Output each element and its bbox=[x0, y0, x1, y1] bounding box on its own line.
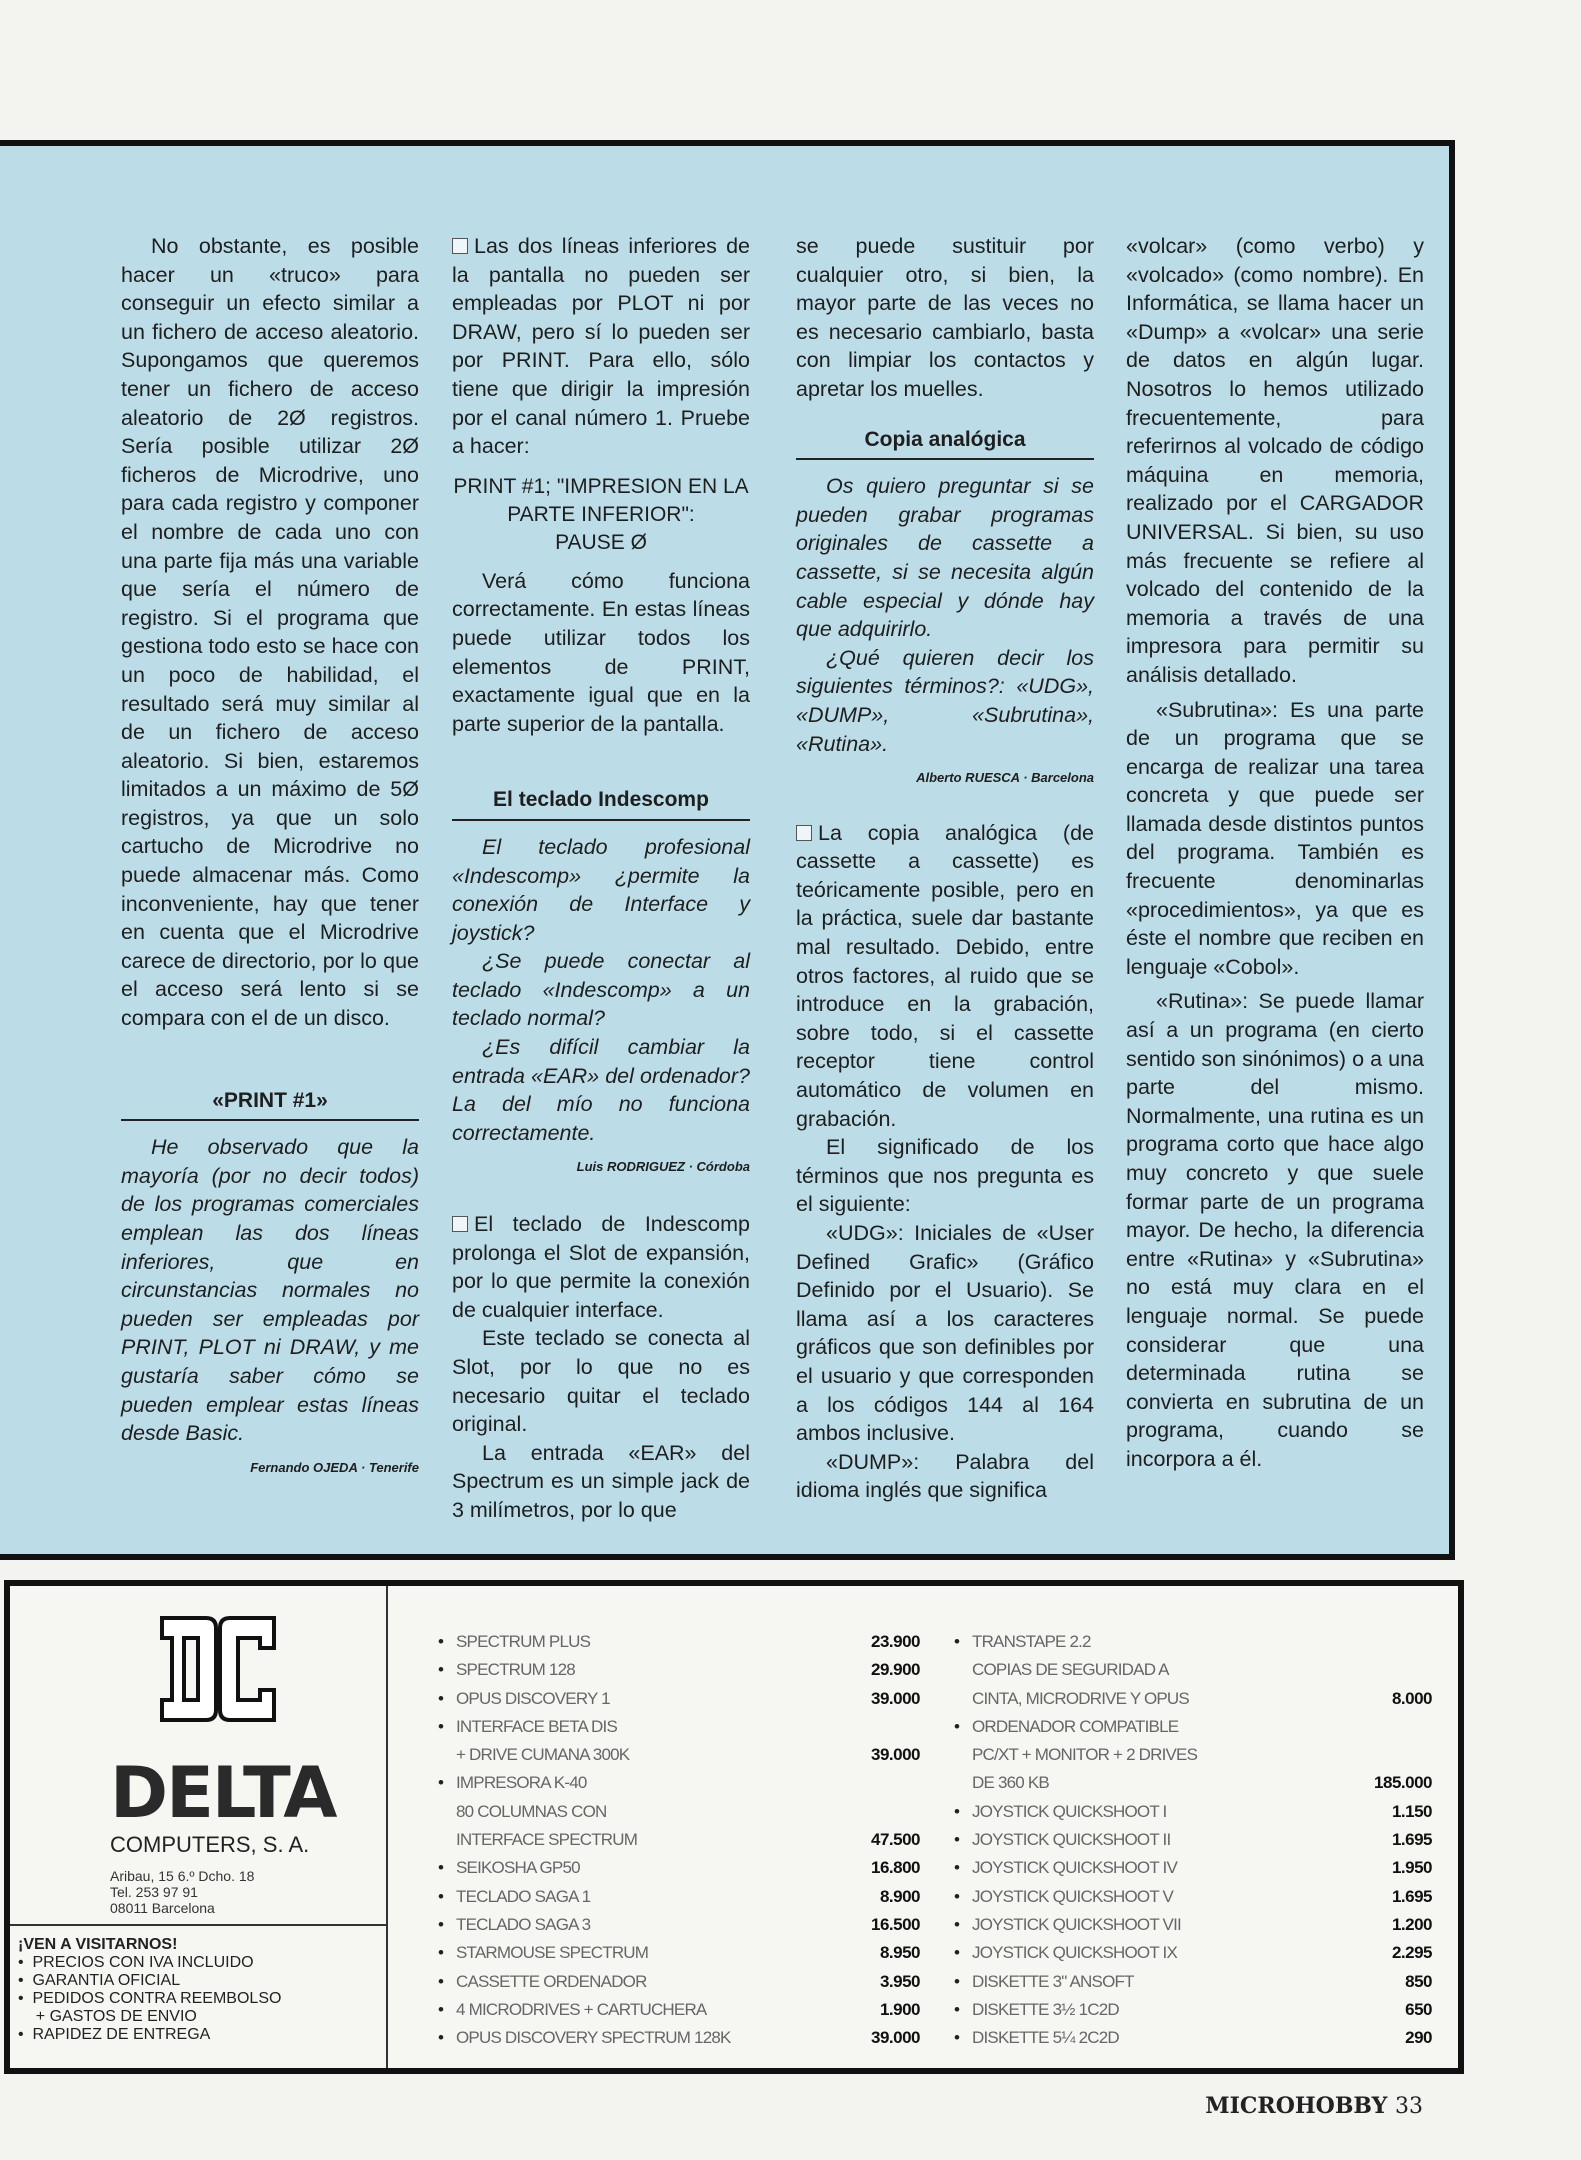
item-label: IMPRESORA K-40 bbox=[456, 1773, 587, 1793]
benefit-item: • GARANTIA OFICIAL bbox=[18, 1972, 181, 1989]
company-address bbox=[110, 1868, 254, 1916]
bullet-icon: • bbox=[438, 2028, 444, 2048]
benefit-item: • RAPIDEZ DE ENTREGA bbox=[18, 2026, 211, 2043]
answer-text: Las dos líneas inferiores de la pantalla no pueden ser empleadas por PLOT ni por DRAW, pero sí lo pueden ser por PRINT. Para ello, sólo tiene que dirigir la impresión por el canal número 1. Pruebe a hacer: bbox=[452, 234, 750, 459]
ad-company-block bbox=[10, 1586, 386, 1926]
reader-question: ¿Es difícil cambiar la entrada «EAR» del ordenador? La del mío no funciona correctamente. bbox=[452, 1035, 750, 1145]
benefit-item: • PRECIOS CON IVA INCLUIDO bbox=[18, 1954, 254, 1971]
item-label: OPUS DISCOVERY 1 bbox=[456, 1688, 610, 1708]
price-item bbox=[954, 2024, 1432, 2052]
item-name bbox=[954, 1769, 1049, 1797]
bullet-icon: • bbox=[954, 1632, 960, 1651]
item-name bbox=[954, 1685, 1189, 1713]
price-item bbox=[438, 1628, 920, 1656]
reader-credit: Fernando OJEDA · Tenerife bbox=[250, 1459, 419, 1475]
item-price: 185.000 bbox=[1374, 1773, 1432, 1793]
item-label: SPECTRUM 128 bbox=[456, 1660, 575, 1680]
price-item bbox=[438, 1968, 920, 1996]
paragraph: La entrada «EAR» del Spectrum es un simple jack de 3 milímetros, por lo que bbox=[452, 1440, 750, 1522]
item-label: PC/XT + MONITOR + 2 DRIVES bbox=[972, 1745, 1198, 1765]
item-price: 47.500 bbox=[871, 1830, 920, 1850]
item-name bbox=[438, 1883, 590, 1911]
answer-paragraph bbox=[452, 1210, 750, 1324]
item-name bbox=[954, 1996, 1119, 2024]
reader-credit: Alberto RUESCA · Barcelona bbox=[916, 770, 1094, 786]
price-list-left bbox=[438, 1628, 920, 2052]
item-label: SPECTRUM PLUS bbox=[456, 1632, 591, 1651]
item-label: JOYSTICK QUICKSHOOT IV bbox=[972, 1858, 1178, 1878]
item-price: 1.900 bbox=[879, 1999, 920, 2019]
city-line: 08011 Barcelona bbox=[110, 1900, 215, 1916]
item-price: 39.000 bbox=[871, 1688, 920, 1708]
reader-question: El teclado profesional «Indescomp» ¿permite la conexión de Interface y joystick? bbox=[452, 834, 750, 945]
item-price: 290 bbox=[1405, 2028, 1432, 2048]
code-sample bbox=[452, 473, 750, 557]
paragraph: se puede sustituir por cualquier otro, si bien, la mayor parte de las veces no es necesario cambiarlo, basta con limpiar los contactos y apretar los muelles. bbox=[796, 234, 1094, 401]
item-name bbox=[954, 1826, 1170, 1854]
column-1 bbox=[121, 232, 419, 1482]
ad-benefits bbox=[10, 1926, 386, 2044]
page-number: 33 bbox=[1395, 2094, 1423, 2119]
price-list-right bbox=[954, 1628, 1432, 2052]
item-name bbox=[438, 2024, 731, 2052]
price-item bbox=[954, 1854, 1432, 1882]
item-label: ORDENADOR COMPATIBLE bbox=[972, 1716, 1179, 1736]
item-name bbox=[954, 1883, 1173, 1911]
price-item bbox=[954, 1911, 1432, 1939]
item-name bbox=[954, 1741, 1197, 1769]
answer-paragraph bbox=[796, 819, 1094, 1134]
bullet-icon: • bbox=[438, 1858, 444, 1878]
item-price: 650 bbox=[1405, 1999, 1432, 2019]
item-name bbox=[438, 1939, 648, 1967]
item-name bbox=[438, 1798, 606, 1826]
section-heading-print1: «PRINT #1» bbox=[121, 1087, 419, 1122]
item-name bbox=[954, 2024, 1119, 2052]
company-name: COMPUTERS, S. A. bbox=[110, 1832, 310, 1857]
item-name bbox=[954, 1854, 1177, 1882]
price-item bbox=[438, 1741, 920, 1769]
section-heading-copia: Copia analógica bbox=[796, 426, 1094, 461]
answer-text: El teclado de Indescomp prolonga el Slot de expansión, por lo que permite la conexión de cualquier interface. bbox=[452, 1212, 750, 1322]
price-item bbox=[438, 1854, 920, 1882]
item-price: 1.695 bbox=[1391, 1886, 1432, 1906]
item-price: 850 bbox=[1405, 1971, 1432, 1991]
paragraph: No obstante, es posible hacer un «truco» para conseguir un efecto similar a un fichero de acceso aleatorio. Supongamos que queremos tener un fichero de acceso aleatorio de 2Ø registros. Sería posible utilizar 2Ø ficheros de Microdrive, uno para cada registro y componer el nombre de cada uno con una parte fija más una variable que sería el número de registro. Si el programa que gestiona todo esto se hace con un poco de habilidad, el resultado será muy similar al de un fichero de acceso aleatorio. Si bien, estaremos limitados a un máximo de 5Ø registros, ya que un solo cartucho de Microdrive no puede almacenar más. Como inconveniente, hay que tener en cuenta que el Microdrive carece de directorio, por lo que el acceso será lento si se compara con el de un disco. bbox=[121, 234, 419, 1031]
item-label: JOYSTICK QUICKSHOOT IX bbox=[972, 1943, 1178, 1963]
item-name bbox=[954, 1798, 1166, 1826]
item-label: CINTA, MICRODRIVE Y OPUS bbox=[972, 1688, 1189, 1708]
item-label: STARMOUSE SPECTRUM bbox=[456, 1943, 649, 1963]
reader-question: Os quiero preguntar si se pueden grabar programas originales de cassette a cassette, si se necesita algún cable especial y dónde hay que adquirirlo. bbox=[796, 474, 1094, 642]
price-item bbox=[954, 1656, 1432, 1684]
magazine-name: MICROHOBBY bbox=[1205, 2093, 1388, 2119]
item-price: 1.950 bbox=[1391, 1858, 1432, 1878]
item-label: DISKETTE 5¼ 2C2D bbox=[972, 2028, 1119, 2048]
item-price: 8.000 bbox=[1391, 1688, 1432, 1708]
answer-box-icon bbox=[796, 825, 812, 841]
item-label: + DRIVE CUMANA 300K bbox=[456, 1745, 630, 1765]
item-label: INTERFACE SPECTRUM bbox=[456, 1830, 638, 1850]
visit-title: ¡VEN A VISITARNOS! bbox=[18, 1936, 178, 1953]
price-item bbox=[954, 1939, 1432, 1967]
item-price: 8.900 bbox=[879, 1886, 920, 1906]
benefit-item: • PEDIDOS CONTRA REEMBOLSO bbox=[18, 1990, 282, 2007]
paragraph: «DUMP»: Palabra del idioma inglés que significa bbox=[796, 1449, 1094, 1503]
answer-box-icon bbox=[452, 1216, 468, 1232]
item-label: INTERFACE BETA DIS bbox=[456, 1716, 617, 1736]
bullet-icon: • bbox=[954, 1999, 960, 2019]
item-label: OPUS DISCOVERY SPECTRUM 128K bbox=[456, 2028, 731, 2048]
delta-dc-logo-icon bbox=[158, 1614, 278, 1724]
price-item bbox=[438, 1798, 920, 1826]
bullet-icon: • bbox=[954, 1971, 960, 1991]
item-price: 39.000 bbox=[871, 2028, 920, 2048]
ad-logo-panel bbox=[10, 1586, 388, 2068]
item-name bbox=[954, 1911, 1181, 1939]
item-label: TRANSTAPE 2.2 bbox=[972, 1632, 1091, 1651]
item-label: DISKETTE 3½ 1C2D bbox=[972, 1999, 1119, 2019]
item-name bbox=[438, 1911, 590, 1939]
item-price: 3.950 bbox=[879, 1971, 920, 1991]
price-item bbox=[954, 1741, 1432, 1769]
bullet-icon: • bbox=[438, 1914, 444, 1934]
item-label: TECLADO SAGA 3 bbox=[456, 1914, 591, 1934]
bullet-icon: • bbox=[954, 1943, 960, 1963]
bullet-icon: • bbox=[954, 2028, 960, 2048]
item-label: JOYSTICK QUICKSHOOT V bbox=[972, 1886, 1174, 1906]
price-item bbox=[438, 1713, 920, 1741]
item-name bbox=[954, 1968, 1134, 1996]
page-footer bbox=[1205, 2093, 1423, 2119]
price-item bbox=[438, 1996, 920, 2024]
reader-question: ¿Qué quieren decir los siguientes términos?: «UDG», «DUMP», «Subrutina», «Rutina». bbox=[796, 645, 1094, 756]
bullet-icon: • bbox=[954, 1830, 960, 1850]
item-price: 8.950 bbox=[879, 1943, 920, 1963]
item-label: JOYSTICK QUICKSHOOT I bbox=[972, 1801, 1167, 1821]
price-item bbox=[438, 1939, 920, 1967]
price-item bbox=[954, 1685, 1432, 1713]
bullet-icon: • bbox=[438, 1971, 444, 1991]
price-item bbox=[954, 1798, 1432, 1826]
address-line: Aribau, 15 6.º Dcho. 18 bbox=[110, 1868, 255, 1884]
item-price: 1.695 bbox=[1391, 1830, 1432, 1850]
price-item bbox=[954, 1883, 1432, 1911]
item-label: 80 COLUMNAS CON bbox=[456, 1801, 607, 1821]
bullet-icon: • bbox=[438, 1660, 444, 1680]
price-item bbox=[954, 1826, 1432, 1854]
paragraph: «UDG»: Iniciales de «User Defined Grafic» (Gráfico Definido por el Usuario). Se llama así a los caracteres gráficos que son definibles por el usuario y que corresponden a los códigos 144 al 164 ambos inclusive. bbox=[796, 1221, 1094, 1446]
item-price: 39.000 bbox=[871, 1745, 920, 1765]
paragraph: Verá cómo funciona correctamente. En estas líneas puede utilizar todos los elementos de PRINT, exactamente igual que en la parte superior de la pantalla. bbox=[452, 568, 750, 736]
item-name bbox=[438, 1996, 706, 2024]
answer-text: La copia analógica (de cassette a cassette) es teóricamente posible, pero en la práctica, suele dar bastante mal resultado. Debido, entre otros factores, al ruido que se introduce en la grabación, sobre todo, si el cassette receptor tiene control automático de volumen en grabación. bbox=[796, 820, 1094, 1131]
bullet-icon: • bbox=[438, 1999, 444, 2019]
bullet-icon: • bbox=[438, 1773, 444, 1793]
paragraph: «Subrutina»: Es una parte de un programa que se encarga de realizar una tarea concreta y que puede ser llamada desde distintos puntos del programa. También es frecuente denominarlas «procedimientos», ya que es éste el nombre que reciben en lenguaje «Cobol». bbox=[1126, 697, 1424, 979]
item-name bbox=[438, 1685, 610, 1713]
column-3 bbox=[796, 232, 1094, 1505]
price-item bbox=[954, 1996, 1432, 2024]
item-price: 16.800 bbox=[871, 1858, 920, 1878]
price-item bbox=[438, 1911, 920, 1939]
item-name bbox=[954, 1939, 1177, 1967]
item-label: JOYSTICK QUICKSHOOT VII bbox=[972, 1914, 1181, 1934]
item-price: 29.900 bbox=[871, 1660, 920, 1680]
price-item bbox=[438, 2024, 920, 2052]
paragraph: El significado de los términos que nos pregunta es el siguiente: bbox=[796, 1135, 1094, 1217]
item-name bbox=[954, 1628, 1091, 1656]
item-label: TECLADO SAGA 1 bbox=[456, 1886, 591, 1906]
item-name bbox=[438, 1713, 617, 1741]
item-price: 2.295 bbox=[1391, 1943, 1432, 1963]
column-4 bbox=[1126, 232, 1424, 1474]
item-name bbox=[438, 1826, 637, 1854]
delta-brand-logo: DELTA bbox=[110, 1752, 336, 1834]
answer-paragraph bbox=[452, 232, 750, 461]
bullet-icon: • bbox=[954, 1886, 960, 1906]
price-item bbox=[954, 1769, 1432, 1797]
item-label: COPIAS DE SEGURIDAD A bbox=[972, 1660, 1169, 1680]
item-price: 1.200 bbox=[1391, 1914, 1432, 1934]
code-line: PRINT #1; "IMPRESION EN LA PARTE INFERIOR": bbox=[453, 474, 749, 526]
delta-computers-ad bbox=[4, 1580, 1464, 2074]
item-label: 4 MICRODRIVES + CARTUCHERA bbox=[456, 1999, 707, 2019]
bullet-icon: • bbox=[438, 1716, 444, 1736]
price-item bbox=[438, 1883, 920, 1911]
bullet-icon: • bbox=[438, 1886, 444, 1906]
phone-line: Tel. 253 97 91 bbox=[110, 1884, 198, 1900]
item-name bbox=[438, 1769, 587, 1797]
paragraph: «Rutina»: Se puede llamar así a un programa (en cierto sentido son sinónimos) o a una parte del mismo. Normalmente, una rutina es un programa corto que hace algo muy concreto y que suele formar parte de un programa mayor. De hecho, la diferencia entre «Rutina» y «Subrutina» no está muy clara en el lenguaje normal. Se puede considerar que una determinada rutina se convierta en subrutina de un programa, cuando se incorpora a él. bbox=[1126, 989, 1424, 1471]
item-name bbox=[438, 1854, 580, 1882]
item-label: CASSETTE ORDENADOR bbox=[456, 1971, 647, 1991]
benefit-item: + GASTOS DE ENVIO bbox=[35, 2008, 197, 2025]
item-name bbox=[438, 1628, 590, 1656]
reader-question: He observado que la mayoría (por no decir todos) de los programas comerciales emplean las dos líneas inferiores, que en circunstancias normales no pueden ser empleadas por PRINT, PLOT ni DRAW, y me gustaría saber cómo se pueden emplear estas líneas desde Basic. bbox=[121, 1135, 419, 1446]
item-label: DISKETTE 3" ANSOFT bbox=[972, 1971, 1134, 1991]
paragraph: Este teclado se conecta al Slot, por lo que no es necesario quitar el teclado original. bbox=[452, 1326, 750, 1437]
item-label: JOYSTICK QUICKSHOOT II bbox=[972, 1830, 1171, 1850]
paragraph: «volcar» (como verbo) y «volcado» (como nombre). En Informática, se llama hacer un «Dump» a «volcar» una serie de datos en algún lugar. Nosotros lo hemos utilizado frecuentemente, para referirnos al volcado de código máquina en memoria, realizado por el CARGADOR UNIVERSAL. Si bien, su uso más frecuente se refiere al volcado del contenido de la memoria a través de una impresora para permitir su análisis detallado. bbox=[1126, 234, 1424, 687]
section-heading-teclado: El teclado Indescomp bbox=[452, 786, 750, 821]
bullet-icon: • bbox=[438, 1632, 444, 1651]
price-item bbox=[954, 1713, 1432, 1741]
price-item bbox=[438, 1826, 920, 1854]
item-price: 23.900 bbox=[871, 1632, 920, 1651]
item-name bbox=[438, 1741, 629, 1769]
item-name bbox=[438, 1656, 575, 1684]
price-item bbox=[438, 1685, 920, 1713]
bullet-icon: • bbox=[954, 1914, 960, 1934]
item-price: 16.500 bbox=[871, 1914, 920, 1934]
price-item bbox=[954, 1628, 1432, 1656]
answer-box-icon bbox=[452, 238, 468, 254]
item-label: DE 360 KB bbox=[972, 1773, 1049, 1793]
bullet-icon: • bbox=[438, 1943, 444, 1963]
item-name bbox=[438, 1968, 647, 1996]
item-name bbox=[954, 1656, 1169, 1684]
item-label: SEIKOSHA GP50 bbox=[456, 1858, 580, 1878]
reader-credit: Luis RODRIGUEZ · Córdoba bbox=[576, 1159, 750, 1175]
bullet-icon: • bbox=[954, 1858, 960, 1878]
bullet-icon: • bbox=[954, 1801, 960, 1821]
price-item bbox=[438, 1769, 920, 1797]
item-price: 1.150 bbox=[1391, 1801, 1432, 1821]
item-name bbox=[954, 1713, 1178, 1741]
bullet-icon: • bbox=[954, 1716, 960, 1736]
price-item bbox=[954, 1968, 1432, 1996]
code-line: PAUSE Ø bbox=[555, 530, 647, 554]
column-2 bbox=[452, 232, 750, 1525]
bullet-icon: • bbox=[438, 1688, 444, 1708]
price-item bbox=[438, 1656, 920, 1684]
reader-question: ¿Se puede conectar al teclado «Indescomp» a un teclado normal? bbox=[452, 949, 750, 1031]
